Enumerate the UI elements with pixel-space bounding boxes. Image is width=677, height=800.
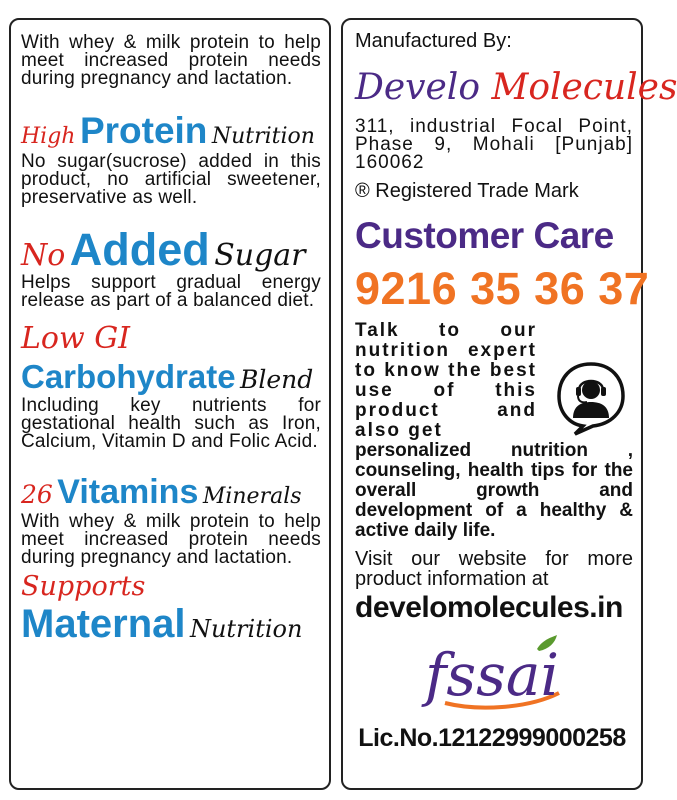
fssai-leaf-logo [417,633,567,713]
heading-high-protein [21,112,321,149]
customer-care-phone[interactable]: 9216 35 36 37 [355,263,650,314]
heading-supports [21,573,319,600]
heading-prefix: No [21,238,66,273]
talk-to-expert-text: Talk to our nutrition expert to know the best use of this product and also get [355,320,537,441]
intro-text: With whey & milk protein to help meet increased protein needs during pregnancy and lactation. [21,32,321,89]
heading-no-added-sugar [21,224,321,275]
registered-trademark-note: ® Registered Trade Mark [355,180,579,202]
heading-carbohydrate-blend [21,360,321,393]
manufactured-by-label: Manufactured By: [355,30,512,52]
fssai-wordmark: fssai [424,641,560,709]
heading-prefix: 26 [21,480,53,509]
key-nutrients-text: Including key nutrients for gestational health such as Iron, Calcium, Vitamin D and Folic Acid. [21,395,321,452]
brand-name-part-2: Molecules [491,67,677,108]
customer-care-heading: Customer Care [355,215,614,256]
heading-suffix: Sugar [214,238,306,273]
heading-main: Added [69,224,210,275]
energy-release-text: Helps support gradual energy release as part of a balanced diet. [21,272,321,311]
heading-prefix: High [21,124,76,149]
heading-suffix: Minerals [202,484,302,509]
heading-main: Protein [79,110,208,151]
brand-name-part-1: Develo [355,67,480,108]
personalized-nutrition-text: personalized nutrition , counseling, health tips for the overall growth and development of a healthy & active daily life. [355,440,633,541]
heading-prefix: Supports [21,571,146,602]
left-info-panel [9,18,331,790]
visit-website-text: Visit our website for more product information at [355,548,633,590]
heading-suffix: Nutrition [189,615,303,643]
heading-suffix: Blend [240,365,314,394]
heading-maternal-nutrition [21,604,321,644]
heading-main: Vitamins [57,473,199,511]
no-sugar-text: No sugar(sucrose) added in this product, no artificial sweetener, preservative as well. [21,151,321,208]
whey-protein-text: With whey & milk protein to help meet increased protein needs during pregnancy and lactation. [21,511,321,568]
heading-low-gi [21,321,319,356]
heading-main: Carbohydrate [21,358,236,395]
fssai-logo [353,633,631,718]
brand-logo-text [355,67,677,108]
fssai-license-number: Lic.No.12122999000258 [358,724,626,752]
right-info-panel [341,18,677,790]
website-link[interactable]: develomolecules.in [355,591,623,624]
heading-prefix: Low GI [21,321,131,356]
heading-main: Maternal [21,602,186,646]
heading-suffix: Nutrition [211,124,315,149]
heading-26-vitamins-minerals [21,475,321,509]
manufacturer-address: 311, industrial Focal Point, Phase 9, Mohali [Punjab] 160062 [355,116,633,173]
customer-support-agent-icon [553,360,629,436]
